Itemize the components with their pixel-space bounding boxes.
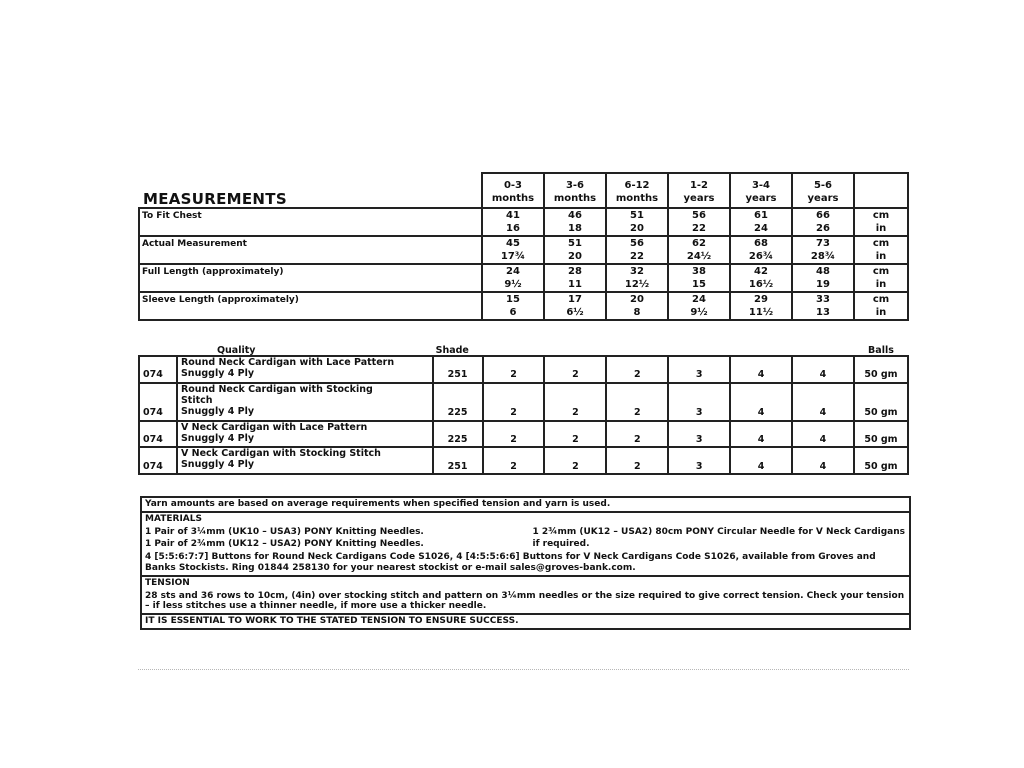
cm-value: 61 (754, 209, 768, 221)
circular-needle-note: if required. (532, 539, 590, 550)
in-value: 17¾ (500, 250, 526, 262)
in-value: 24½ (686, 250, 712, 262)
measurement-row (139, 264, 908, 292)
size-unit: months (491, 192, 535, 204)
in-value: 18 (568, 222, 582, 234)
ball-weight-cell: 50 gm (854, 421, 908, 448)
measurement-cell (482, 264, 544, 292)
in-value: 6 (509, 306, 517, 318)
notes-box (140, 496, 911, 630)
in-unit: in (875, 250, 887, 262)
in-value: 13 (816, 306, 830, 318)
measurement-cell (792, 264, 854, 292)
measurement-cell (544, 264, 606, 292)
amount-cell: 2 (483, 421, 545, 448)
measurement-label: Sleeve Length (approximately) (139, 292, 482, 320)
design-name-cont: Stitch (180, 394, 213, 406)
size-header (606, 173, 668, 208)
measurement-cell (668, 292, 730, 320)
measurement-cell (606, 264, 668, 292)
ball-weight-cell: 50 gm (854, 447, 908, 474)
tension-text: 28 sts and 36 rows to 10cm, (4in) over stocking stitch and pattern on 3¼mm needles or the size required to give correct tension. Check your tension – if less stitches use a thinner needle, if more use a thicker needle. (145, 590, 905, 612)
measurement-label: Actual Measurement (139, 236, 482, 264)
cm-value: 41 (506, 209, 520, 221)
yarn-quality: Snuggly 4 Ply (180, 459, 255, 471)
in-unit: in (875, 222, 887, 234)
measurement-cell (606, 292, 668, 320)
essential-warning: IT IS ESSENTIAL TO WORK TO THE STATED TENSION TO ENSURE SUCCESS. (142, 613, 909, 628)
in-value: 16½ (748, 278, 774, 290)
amount-cell: 4 (792, 383, 854, 421)
cm-value: 48 (816, 265, 830, 277)
amount-cell: 2 (544, 421, 606, 448)
measurements-title: MEASUREMENTS (139, 173, 482, 208)
design-name: V Neck Cardigan with Lace Pattern (180, 421, 368, 433)
tension-section (142, 575, 909, 613)
in-value: 16 (506, 222, 520, 234)
amount-cell: 2 (606, 421, 668, 448)
in-value: 26¾ (748, 250, 774, 262)
size-unit: months (615, 192, 659, 204)
cm-value: 51 (568, 237, 582, 249)
cm-value: 56 (692, 209, 706, 221)
amount-cell: 2 (606, 383, 668, 421)
cm-value: 66 (816, 209, 830, 221)
size-range: 6-12 (624, 179, 650, 191)
amount-cell: 4 (792, 421, 854, 448)
shade-cell: 225 (433, 421, 483, 448)
yarn-header-blank (606, 341, 668, 356)
measurement-label: To Fit Chest (139, 208, 482, 236)
measurement-cell (606, 236, 668, 264)
size-unit: years (745, 192, 777, 204)
size-range: 0-3 (503, 179, 523, 191)
amount-cell: 3 (668, 383, 730, 421)
unit-header (854, 173, 908, 208)
size-range: 3-4 (751, 179, 771, 191)
in-value: 15 (692, 278, 706, 290)
cm-value: 38 (692, 265, 706, 277)
amount-cell: 3 (668, 447, 730, 474)
measurement-cell (544, 208, 606, 236)
amount-cell: 2 (483, 447, 545, 474)
cm-value: 28 (568, 265, 582, 277)
yarn-header-row (139, 341, 908, 356)
measurement-row (139, 292, 908, 320)
cm-unit: cm (872, 209, 890, 221)
measurement-label: Full Length (approximately) (139, 264, 482, 292)
cm-value: 17 (568, 293, 582, 305)
ball-weight-cell: 50 gm (854, 356, 908, 383)
quality-header: Quality (216, 344, 256, 356)
cm-value: 32 (630, 265, 644, 277)
in-value: 24 (754, 222, 768, 234)
measurement-cell (668, 236, 730, 264)
size-range: 3-6 (565, 179, 585, 191)
materials-section (142, 511, 909, 575)
amount-cell: 4 (730, 447, 792, 474)
yarn-row (139, 421, 908, 448)
design-name: V Neck Cardigan with Stocking Stitch (180, 448, 381, 460)
in-value: 22 (630, 250, 644, 262)
unit-cell (854, 264, 908, 292)
yarn-amount-note: Yarn amounts are based on average requirements when specified tension and yarn is used. (145, 499, 611, 509)
in-value: 11 (568, 278, 582, 290)
cm-value: 24 (692, 293, 706, 305)
cm-value: 15 (506, 293, 520, 305)
size-header (792, 173, 854, 208)
yarn-code: 074 (139, 356, 177, 383)
in-value: 9½ (690, 306, 708, 318)
circular-needle-item: 1 2¾mm (UK12 – USA2) 80cm PONY Circular Needle for V Neck Cardigans (532, 526, 906, 537)
measurement-row (139, 208, 908, 236)
yarn-code: 074 (139, 421, 177, 448)
amount-cell: 2 (483, 356, 545, 383)
buttons-item: 4 [5:5:6:7:7] Buttons for Round Neck Cardigans Code S1026, 4 [4:5:5:6:6] Buttons for V Neck Cardigans Code S1026, available from Groves and Banks Stockists. Ring 01844 258130 for your nearest stockist or e-mail sales@groves-bank.com. (145, 552, 876, 573)
in-value: 22 (692, 222, 706, 234)
cm-unit: cm (872, 237, 890, 249)
yarn-row (139, 383, 908, 421)
yarn-quality: Snuggly 4 Ply (180, 367, 255, 379)
yarn-description (177, 383, 433, 421)
needle-item: 1 Pair of 3¼mm (UK10 – USA3) PONY Knitting Needles. (145, 526, 424, 537)
measurement-cell (730, 292, 792, 320)
cm-value: 62 (692, 237, 706, 249)
in-value: 28¾ (810, 250, 836, 262)
in-value: 9½ (504, 278, 522, 290)
yarn-description (177, 447, 433, 474)
amount-cell: 2 (544, 356, 606, 383)
materials-right-column (522, 526, 910, 552)
materials-needles (142, 526, 909, 552)
size-header (730, 173, 792, 208)
yarn-quality: Snuggly 4 Ply (180, 405, 255, 417)
measurement-cell (668, 208, 730, 236)
in-unit: in (875, 306, 887, 318)
size-unit: years (683, 192, 715, 204)
measurement-cell (544, 292, 606, 320)
in-value: 8 (633, 306, 641, 318)
yarn-quality: Snuggly 4 Ply (180, 432, 255, 444)
materials-heading: MATERIALS (145, 513, 202, 524)
measurement-cell (730, 208, 792, 236)
measurements-table (138, 172, 909, 321)
amount-cell: 2 (606, 447, 668, 474)
in-value: 12½ (624, 278, 650, 290)
shade-cell: 251 (433, 447, 483, 474)
design-name: Round Neck Cardigan with Stocking (180, 383, 373, 395)
yarn-header-blank (668, 341, 730, 356)
measurement-cell (482, 236, 544, 264)
shade-header: Shade (435, 344, 469, 356)
size-unit: months (553, 192, 597, 204)
measurement-cell (482, 292, 544, 320)
amount-cell: 4 (730, 383, 792, 421)
ball-weight-cell: 50 gm (854, 383, 908, 421)
yarn-code: 074 (139, 383, 177, 421)
yarn-description (177, 421, 433, 448)
unit-cell (854, 292, 908, 320)
cm-value: 46 (568, 209, 582, 221)
in-value: 20 (568, 250, 582, 262)
tension-heading: TENSION (145, 577, 190, 588)
cm-value: 73 (816, 237, 830, 249)
measurement-cell (792, 208, 854, 236)
cm-value: 33 (816, 293, 830, 305)
in-value: 6½ (566, 306, 584, 318)
cm-unit: cm (872, 265, 890, 277)
amount-cell: 4 (792, 447, 854, 474)
measurement-cell (668, 264, 730, 292)
unit-cell (854, 236, 908, 264)
yarn-header-blank (730, 341, 792, 356)
size-header (544, 173, 606, 208)
amount-cell: 4 (730, 356, 792, 383)
yarn-header-blank (139, 341, 177, 356)
yarn-header-blank (792, 341, 854, 356)
measurements-header-row (139, 173, 908, 208)
shade-cell: 225 (433, 383, 483, 421)
size-range: 5-6 (813, 179, 833, 191)
size-unit: years (807, 192, 839, 204)
amount-cell: 4 (730, 421, 792, 448)
cm-value: 42 (754, 265, 768, 277)
cm-unit: cm (872, 293, 890, 305)
amount-cell: 2 (606, 356, 668, 383)
in-value: 26 (816, 222, 830, 234)
measurement-cell (482, 208, 544, 236)
design-name: Round Neck Cardigan with Lace Pattern (180, 357, 395, 368)
yarn-table (138, 341, 909, 475)
cm-value: 68 (754, 237, 768, 249)
size-header (668, 173, 730, 208)
shade-cell: 251 (433, 356, 483, 383)
yarn-code: 074 (139, 447, 177, 474)
yarn-header-blank (544, 341, 606, 356)
measurement-cell (792, 236, 854, 264)
cm-value: 45 (506, 237, 520, 249)
balls-header: Balls (868, 344, 894, 356)
measurement-cell (730, 264, 792, 292)
size-header (482, 173, 544, 208)
in-value: 19 (816, 278, 830, 290)
measurement-cell (606, 208, 668, 236)
amount-cell: 2 (483, 383, 545, 421)
measurement-cell (730, 236, 792, 264)
cm-value: 56 (630, 237, 644, 249)
needle-item: 1 Pair of 2¾mm (UK12 – USA2) PONY Knitting Needles. (145, 539, 424, 550)
amount-cell: 3 (668, 356, 730, 383)
in-value: 11½ (748, 306, 774, 318)
cm-value: 20 (630, 293, 644, 305)
unit-cell (854, 208, 908, 236)
cm-value: 29 (754, 293, 768, 305)
size-range: 1-2 (689, 179, 709, 191)
materials-left-column (142, 526, 522, 552)
amount-cell: 2 (544, 447, 606, 474)
in-value: 20 (630, 222, 644, 234)
yarn-description (177, 356, 433, 383)
in-unit: in (875, 278, 887, 290)
amount-cell: 4 (792, 356, 854, 383)
yarn-header-blank (483, 341, 545, 356)
amount-cell: 2 (544, 383, 606, 421)
measurement-cell (792, 292, 854, 320)
yarn-row (139, 356, 908, 383)
amount-cell: 3 (668, 421, 730, 448)
scan-artifact-line (138, 669, 909, 671)
measurement-cell (544, 236, 606, 264)
cm-value: 24 (506, 265, 520, 277)
yarn-row (139, 447, 908, 474)
cm-value: 51 (630, 209, 644, 221)
measurement-row (139, 236, 908, 264)
